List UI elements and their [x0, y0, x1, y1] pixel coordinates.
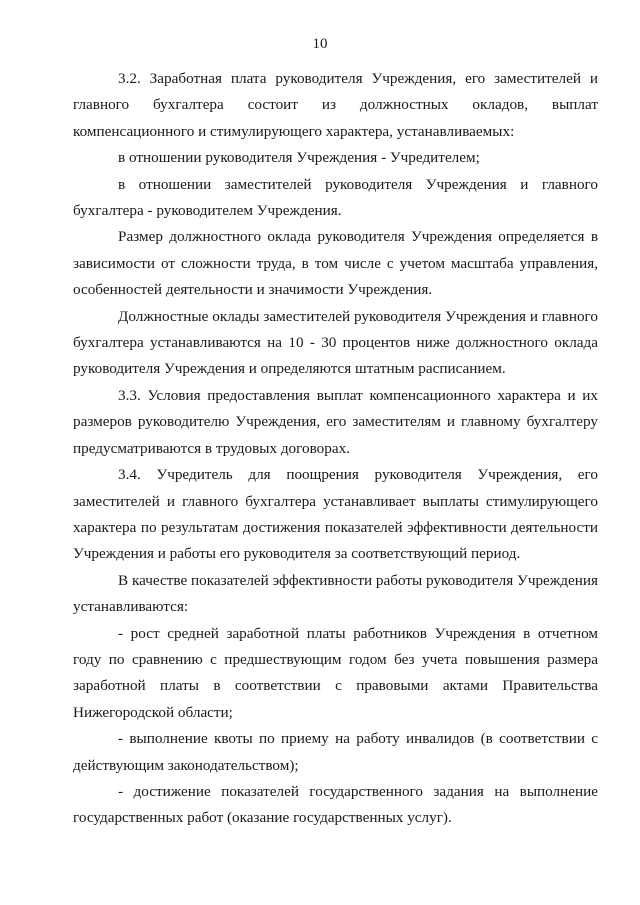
paragraph-3-4: 3.4. Учредитель для поощрения руководителя Учреждения, его заместителей и главного бухгалтера устанавливает выплаты стимулирующего характера по результатам достижения показателей эффективности деятельности Учреждения и работы его руководителя за соответствующий период.: [73, 466, 598, 563]
paragraph-founder: в отношении руководителя Учреждения - Учредителем;: [118, 149, 480, 167]
paragraph-3-3: 3.3. Условия предоставления выплат компенсационного характера и их размеров руководителю Учреждения, его заместителям и главному бухгалтеру предусматриваются в трудовых договорах.: [73, 386, 598, 457]
list-item-disability-quota: - выполнение квоты по приему на работу инвалидов (в соответствии с действующим законодательством);: [73, 730, 598, 774]
paragraph-indicators-intro: В качестве показателей эффективности работы руководителя Учреждения устанавливаются:: [73, 571, 598, 616]
list-item-state-assignment: - достижение показателей государственного задания на выполнение государственных работ (оказание государственных услуг).: [73, 782, 598, 827]
list-item-salary-growth: - рост средней заработной платы работников Учреждения в отчетном году по сравнению с предшествующим годом без учета повышения размера заработной платы в соответствии с правовыми актами Правительства Нижегородской области;: [73, 624, 598, 721]
paragraph-deputies: в отношении заместителей руководителя Учреждения и главного бухгалтера - руководителем Учреждения.: [73, 175, 598, 220]
paragraph-3-2: 3.2. Заработная плата руководителя Учреждения, его заместителей и главного бухгалтера состоит из должностных окладов, выплат компенсационного и стимулирующего характера, устанавливаемых:: [73, 70, 598, 140]
paragraph-salary-size: Размер должностного оклада руководителя Учреждения определяется в зависимости от сложности труда, в том числе с учетом масштаба управления, особенностей деятельности и значимости Учреждения.: [73, 228, 598, 299]
paragraph-deputy-salaries: Должностные оклады заместителей руководителя Учреждения и главного бухгалтера устанавливаются на 10 - 30 процентов ниже должностного оклада руководителя Учреждения и определяются штатным расписанием.: [73, 307, 598, 378]
document-body: [73, 66, 598, 832]
page-number: 10: [312, 36, 328, 52]
